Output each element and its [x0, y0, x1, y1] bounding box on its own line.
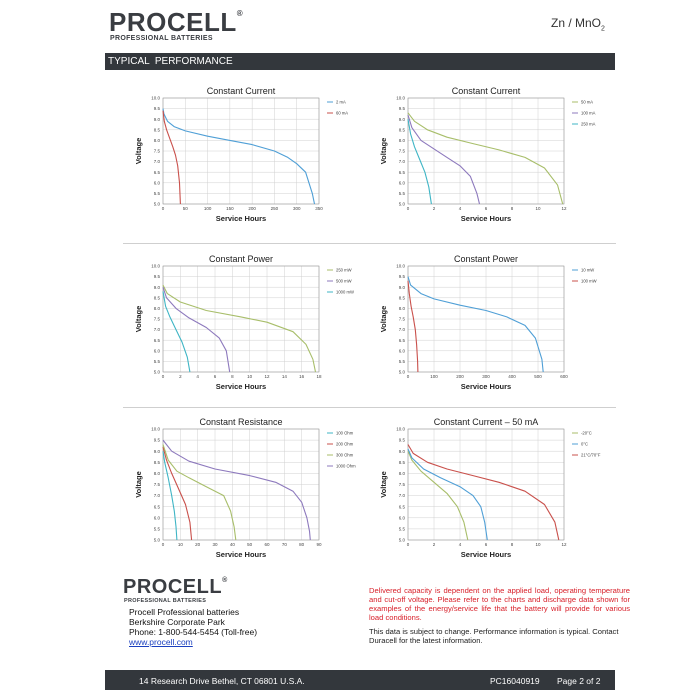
header-logo-subtitle: PROFESSIONAL BATTERIES [110, 35, 213, 42]
legend-label: -20°C [581, 430, 592, 436]
y-tick-label: 9.0 [398, 448, 405, 454]
legend-label: 1000 Ohm [336, 463, 356, 469]
legend-label: 100 Ohm [336, 430, 354, 436]
x-tick-label: 2 [432, 542, 436, 547]
x-tick-label: 8 [510, 542, 514, 547]
y-tick-label: 9.0 [153, 448, 160, 454]
y-tick-label: 6.0 [398, 348, 405, 354]
y-tick-label: 5.5 [153, 359, 160, 364]
x-tick-label: 4 [458, 206, 462, 211]
y-tick-label: 6.5 [153, 337, 160, 343]
x-tick-label: 8 [510, 206, 514, 211]
y-tick-label: 6.0 [153, 348, 160, 354]
y-axis-label: Voltage [379, 471, 388, 498]
chart-svg [380, 415, 605, 570]
footer-logo-reg: ® [222, 577, 228, 584]
x-tick-label: 10 [247, 374, 253, 379]
chart-title: Constant Power [208, 254, 274, 264]
legend-label: 500 mW [336, 278, 352, 284]
y-tick-label: 8.0 [153, 138, 160, 143]
y-tick-label: 8.5 [153, 459, 160, 465]
y-tick-label: 7.5 [398, 316, 405, 322]
chart-svg [380, 252, 605, 402]
y-tick-label: 8.5 [398, 459, 405, 465]
x-axis-label: Service Hours [215, 382, 267, 391]
chemistry-sub: 2 [601, 25, 605, 33]
legend-label: 200 Ohm [336, 441, 354, 447]
y-tick-label: 10.0 [151, 95, 160, 101]
footer-bar-page: Page 2 of 2 [557, 676, 601, 686]
y-tick-label: 6.0 [398, 515, 405, 521]
y-axis-label: Voltage [134, 137, 143, 165]
x-tick-label: 0 [161, 374, 165, 379]
y-tick-label: 7.5 [153, 482, 160, 488]
x-tick-label: 2 [179, 374, 182, 379]
y-axis-label: Voltage [379, 137, 388, 165]
y-tick-label: 5.0 [153, 369, 160, 375]
x-tick-label: 400 [508, 374, 516, 379]
series-line [408, 281, 418, 372]
y-tick-label: 10.0 [151, 263, 160, 269]
y-tick-label: 9.5 [153, 437, 160, 443]
y-axis-label: Voltage [134, 471, 143, 498]
y-tick-label: 8.0 [153, 306, 160, 311]
y-axis-label: Voltage [379, 305, 388, 333]
y-tick-label: 9.0 [398, 284, 405, 290]
footer-logo-text: PROCELL [123, 576, 223, 598]
y-tick-label: 9.5 [398, 106, 405, 112]
y-tick-label: 7.0 [398, 493, 405, 499]
x-tick-label: 100 [430, 374, 438, 379]
y-tick-label: 9.5 [398, 274, 405, 280]
y-tick-label: 7.0 [398, 159, 405, 165]
x-tick-label: 4 [196, 374, 199, 379]
x-tick-label: 300 [482, 374, 490, 379]
x-tick-label: 12 [264, 374, 270, 379]
x-tick-label: 70 [281, 542, 287, 547]
chart-6 [380, 415, 605, 570]
x-tick-label: 10 [535, 206, 541, 211]
y-axis-label: Voltage [134, 305, 143, 333]
chart-5 [135, 415, 360, 570]
x-tick-label: 10 [177, 542, 183, 547]
chart-title: Constant Power [453, 254, 519, 264]
x-tick-label: 600 [560, 374, 568, 379]
x-tick-label: 12 [561, 542, 567, 547]
x-tick-label: 8 [231, 374, 234, 379]
x-tick-label: 20 [195, 542, 201, 547]
y-tick-label: 8.0 [398, 471, 405, 476]
footer-logo-subtitle: PROFESSIONAL BATTERIES [124, 598, 207, 604]
y-tick-label: 8.0 [153, 471, 160, 476]
chart-title: Constant Resistance [199, 417, 283, 427]
legend-label: 1000 mW [336, 289, 354, 295]
chart-2 [380, 84, 605, 234]
y-tick-label: 10.0 [396, 95, 405, 101]
y-tick-label: 6.0 [398, 180, 405, 186]
x-tick-label: 0 [406, 542, 410, 547]
y-tick-label: 6.0 [153, 515, 160, 521]
y-tick-label: 6.5 [398, 504, 405, 510]
legend-label: 250 mW [336, 267, 352, 273]
y-tick-label: 9.0 [153, 284, 160, 290]
legend-label: 21°C/70°F [581, 452, 601, 458]
y-tick-label: 10.0 [396, 263, 405, 269]
y-tick-label: 7.0 [153, 159, 160, 165]
x-tick-label: 300 [292, 206, 301, 211]
x-tick-label: 0 [161, 206, 165, 211]
x-tick-label: 18 [316, 374, 322, 379]
chart-1 [135, 84, 360, 234]
chemistry-label [551, 16, 605, 32]
y-tick-label: 9.5 [153, 274, 160, 280]
y-tick-label: 6.5 [153, 169, 160, 175]
footer-bar [105, 670, 615, 690]
y-tick-label: 6.5 [398, 337, 405, 343]
y-tick-label: 7.5 [153, 316, 160, 322]
notice-capacity: Delivered capacity is dependent on the applied load, operating temperature and cut-off voltage. Please refer to the charts and discharge data shown for examples of the energy/service life that the battery will provide for various load conditions. [369, 586, 630, 622]
x-tick-label: 50 [247, 542, 253, 547]
address-line-company: Procell Professional batteries [129, 607, 240, 617]
y-tick-label: 5.5 [153, 191, 160, 196]
x-tick-label: 30 [212, 542, 218, 547]
y-tick-label: 7.5 [398, 482, 405, 488]
x-tick-label: 80 [299, 542, 305, 547]
chart-svg [135, 252, 360, 402]
y-tick-label: 8.5 [398, 295, 405, 301]
chart-title: Constant Current [206, 86, 276, 96]
chart-4 [380, 252, 605, 402]
x-tick-label: 4 [458, 542, 462, 547]
footer-logo [123, 576, 228, 599]
address-block [129, 607, 349, 647]
y-tick-label: 5.0 [398, 369, 405, 375]
x-tick-label: 150 [226, 206, 234, 211]
y-tick-label: 10.0 [396, 426, 405, 432]
x-tick-label: 200 [248, 206, 256, 211]
x-tick-label: 100 [203, 206, 212, 211]
chart-title: Constant Current [451, 86, 521, 96]
row-divider-2 [123, 407, 616, 408]
chart-title: Constant Current – 50 mA [433, 417, 539, 427]
section-band [105, 53, 615, 70]
chart-3 [135, 252, 360, 402]
y-tick-label: 7.0 [398, 327, 405, 333]
y-tick-label: 8.5 [398, 127, 405, 133]
legend-label: 0°C [581, 441, 589, 447]
chart-svg [135, 84, 360, 234]
x-tick-label: 0 [161, 542, 165, 547]
x-tick-label: 10 [535, 542, 541, 547]
y-tick-label: 8.5 [153, 295, 160, 301]
x-tick-label: 250 [270, 206, 279, 211]
y-tick-label: 6.5 [398, 169, 405, 175]
header-logo-reg: ® [236, 9, 244, 18]
legend-label: 10 mW [581, 267, 595, 273]
y-tick-label: 8.0 [398, 306, 405, 311]
y-tick-label: 5.5 [398, 526, 405, 532]
y-tick-label: 5.5 [398, 191, 405, 196]
series-line [408, 445, 559, 541]
x-tick-label: 350 [315, 206, 323, 211]
y-tick-label: 7.0 [153, 327, 160, 333]
y-tick-label: 5.5 [153, 526, 160, 532]
x-axis-label: Service Hours [460, 550, 512, 559]
x-tick-label: 6 [484, 206, 488, 211]
y-tick-label: 9.0 [153, 116, 160, 122]
series-line [163, 285, 316, 372]
address-line-park: Berkshire Corporate Park [129, 617, 225, 627]
y-tick-label: 9.5 [153, 106, 160, 112]
address-line-phone: Phone: 1-800-544-5454 (Toll-free) [129, 627, 258, 637]
x-axis-label: Service Hours [460, 382, 512, 391]
legend-label: 100 mW [581, 278, 597, 284]
legend-label: 300 Ohm [336, 452, 354, 458]
x-tick-label: 60 [264, 542, 270, 547]
series-line [408, 113, 563, 204]
notice-disclaimer: This data is subject to change. Performance information is typical. Contact Duracell for the latest information. [369, 627, 619, 645]
x-axis-label: Service Hours [460, 214, 512, 223]
header-logo-text: PROCELL [109, 7, 237, 37]
y-tick-label: 7.0 [153, 493, 160, 499]
y-tick-label: 8.5 [153, 127, 160, 133]
x-tick-label: 200 [456, 374, 464, 379]
y-tick-label: 5.0 [153, 537, 160, 543]
x-tick-label: 12 [561, 206, 567, 211]
series-line [163, 445, 236, 541]
x-tick-label: 0 [406, 206, 410, 211]
footer-bar-address: 14 Research Drive Bethel, CT 06801 U.S.A. [139, 676, 305, 686]
footer-bar-code: PC16040919 [490, 676, 540, 686]
chart-svg [380, 84, 605, 234]
y-tick-label: 5.0 [398, 201, 405, 207]
chart-svg [135, 415, 360, 570]
series-line [163, 109, 315, 204]
legend-label: 60 mA [336, 110, 349, 116]
y-tick-label: 7.5 [398, 148, 405, 154]
x-tick-label: 0 [406, 374, 410, 379]
chemistry-main: Zn / MnO [551, 16, 602, 30]
series-line [408, 277, 543, 372]
x-tick-label: 40 [229, 542, 235, 547]
row-divider-1 [123, 243, 616, 244]
section-title: TYPICAL PERFORMANCE [108, 56, 233, 67]
x-tick-label: 6 [213, 374, 217, 379]
y-tick-label: 6.0 [153, 180, 160, 186]
y-tick-label: 5.5 [398, 359, 405, 364]
y-tick-label: 6.5 [153, 504, 160, 510]
x-tick-label: 2 [432, 206, 436, 211]
y-tick-label: 10.0 [151, 426, 160, 432]
x-tick-label: 50 [182, 206, 188, 211]
y-tick-label: 5.0 [398, 537, 405, 543]
y-tick-label: 9.0 [398, 116, 405, 122]
legend-label: 2 mA [336, 99, 346, 105]
x-tick-label: 90 [316, 542, 322, 547]
y-tick-label: 9.5 [398, 437, 405, 443]
y-tick-label: 8.0 [398, 138, 405, 143]
header-logo [109, 7, 243, 38]
x-axis-label: Service Hours [215, 550, 267, 559]
legend-label: 100 mA [581, 110, 596, 116]
x-tick-label: 14 [281, 374, 287, 379]
y-tick-label: 7.5 [153, 148, 160, 154]
x-tick-label: 6 [484, 542, 488, 547]
legend-label: 50 mA [581, 99, 594, 105]
x-tick-label: 500 [534, 374, 542, 379]
x-axis-label: Service Hours [215, 214, 267, 223]
website-link[interactable]: www.procell.com [129, 637, 193, 647]
x-tick-label: 16 [299, 374, 305, 379]
legend-label: 250 mA [581, 121, 596, 127]
y-tick-label: 5.0 [153, 201, 160, 207]
series-line [163, 440, 310, 540]
series-line [408, 115, 480, 204]
